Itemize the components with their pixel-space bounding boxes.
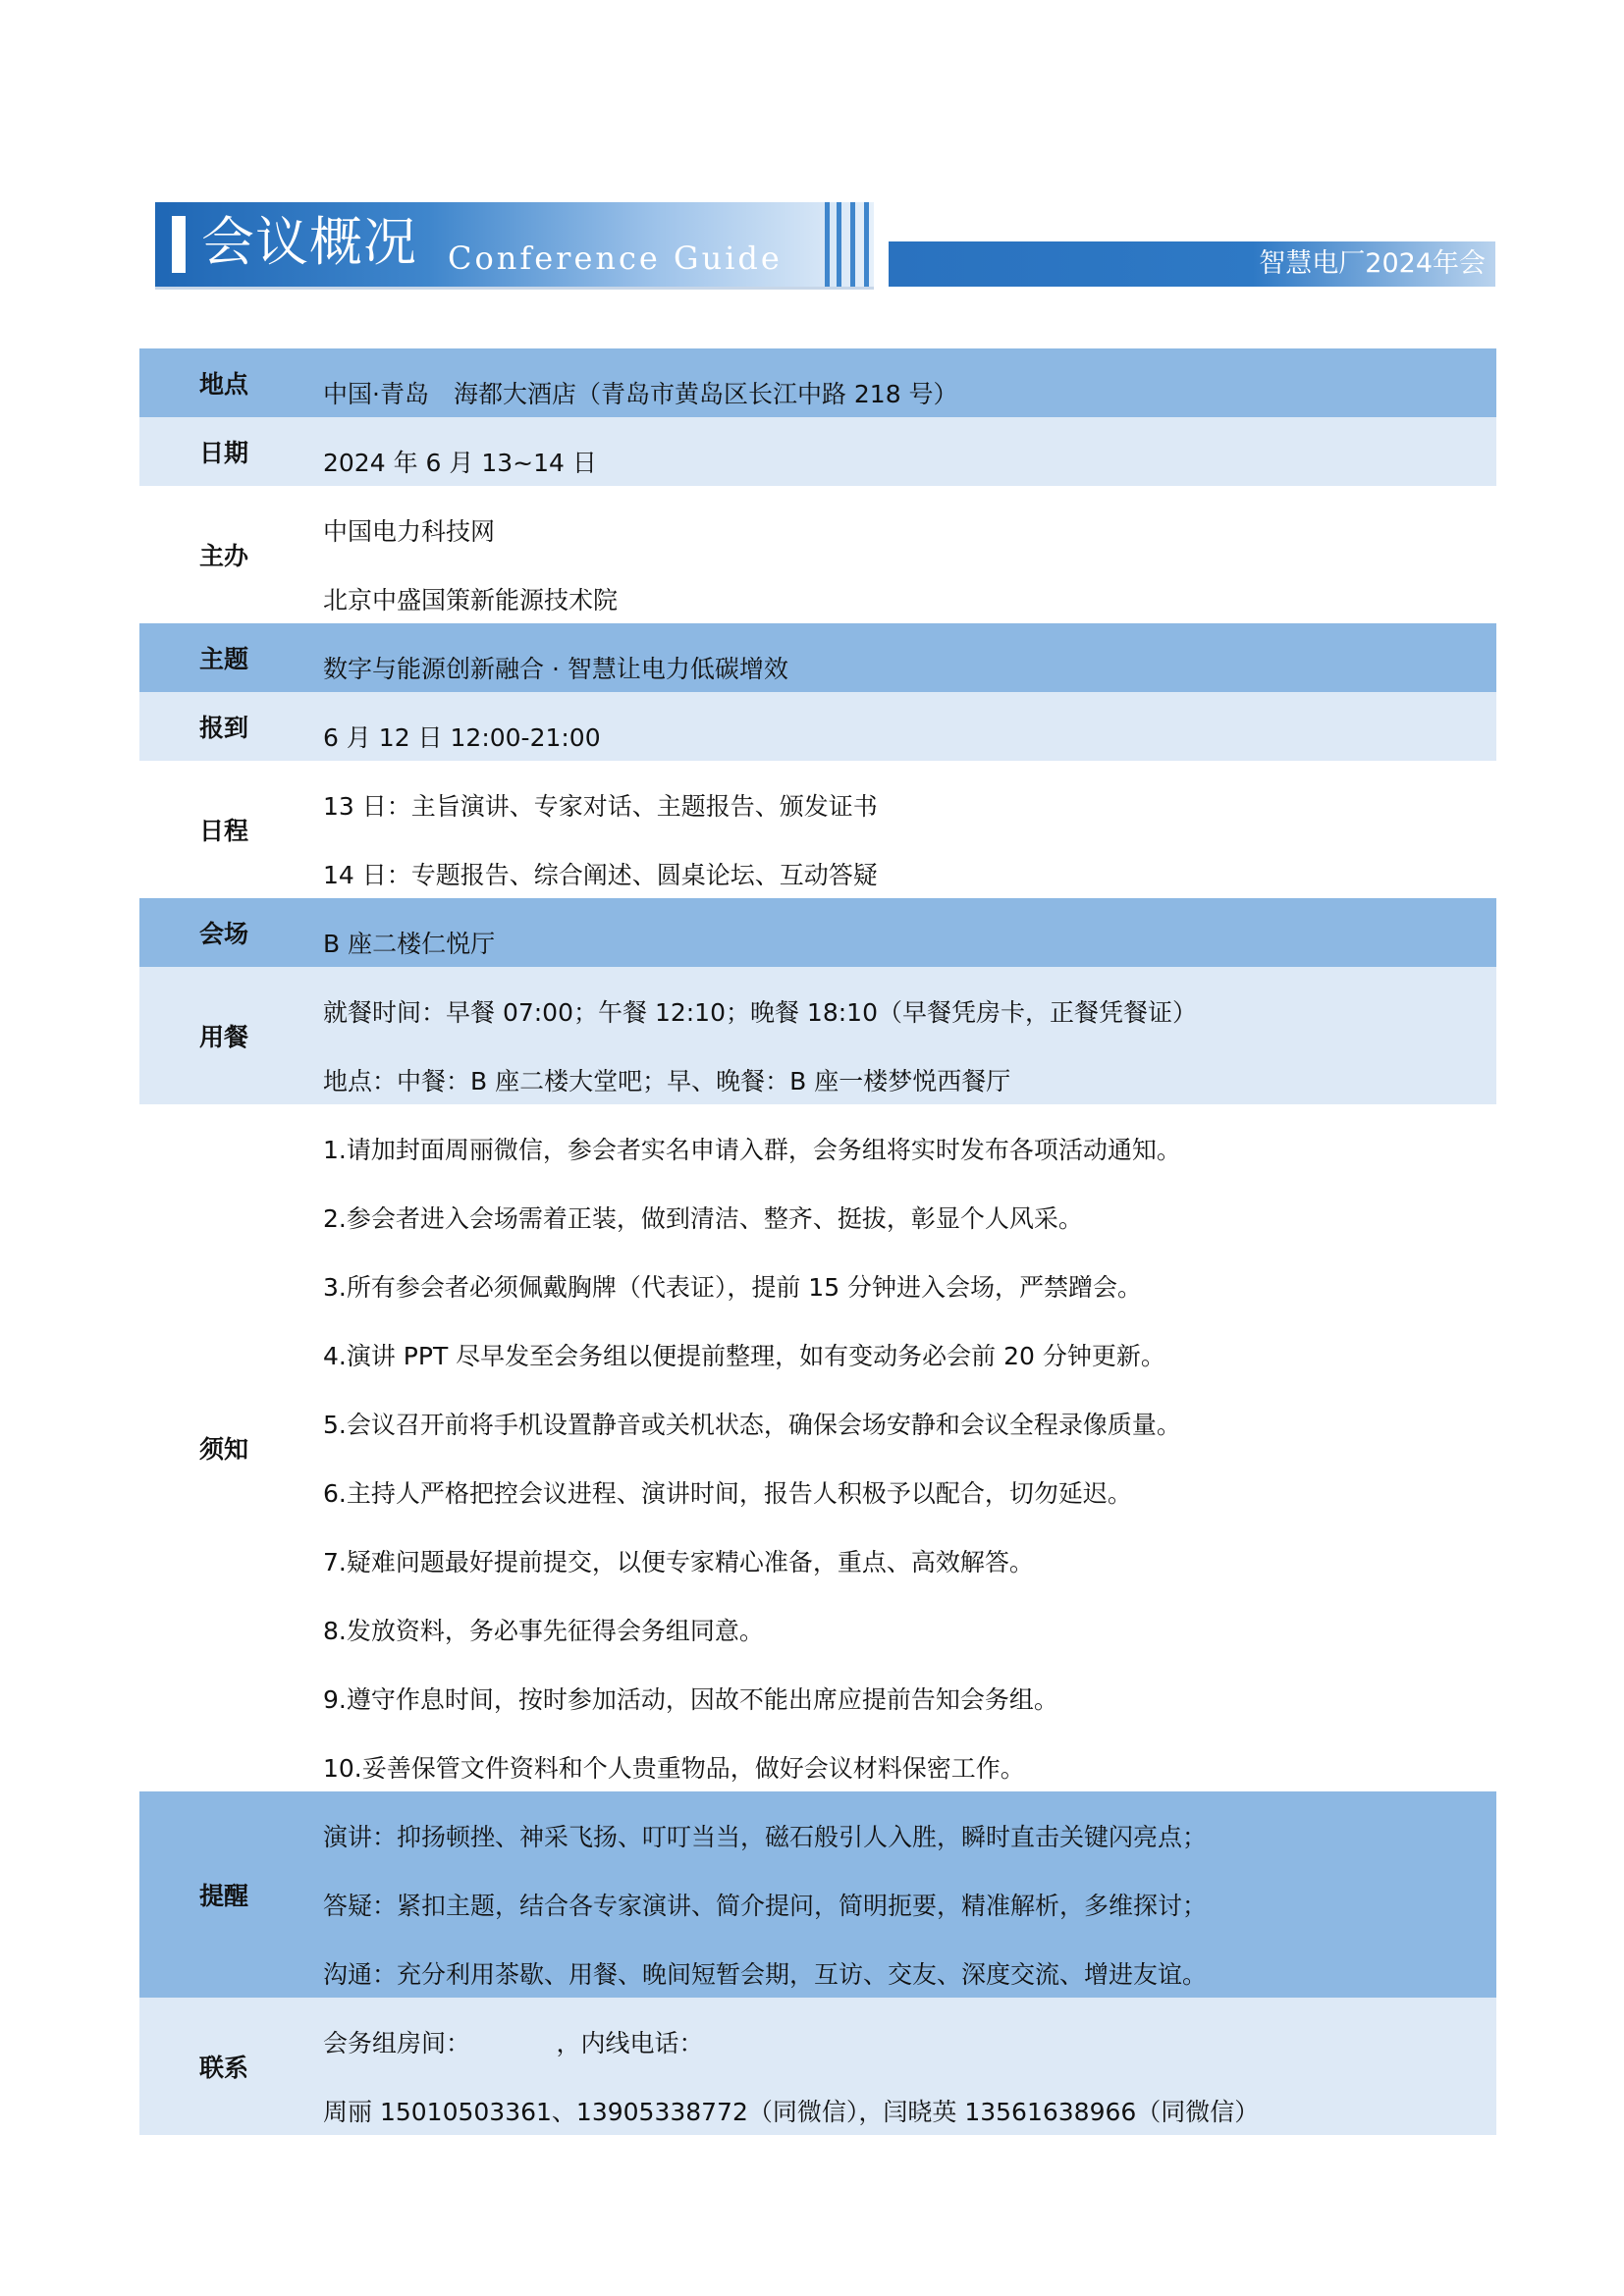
row-text-line: 2.参会者进入会场需着正装，做到清洁、整齐、挺拔，彰显个人风采。 xyxy=(323,1204,1083,1233)
row-label: 联系 xyxy=(198,2054,248,2082)
row-text-line: 演讲：抑扬顿挫、神采飞扬、叮叮当当，磁石般引人入胜，瞬时直击关键闪亮点； xyxy=(323,1823,1208,1851)
info-row xyxy=(139,417,1496,486)
row-content xyxy=(323,348,1496,417)
row-text-line: 中国电力科技网 xyxy=(323,517,496,546)
banner-divider-line xyxy=(825,202,830,287)
row-content xyxy=(323,761,1496,898)
row-label: 日期 xyxy=(198,439,248,467)
info-row xyxy=(139,1791,1496,1998)
row-text-line: 数字与能源创新融合 · 智慧让电力低碳增效 xyxy=(323,655,788,683)
row-text-line: 13 日：主旨演讲、专家对话、主题报告、颁发证书 xyxy=(323,792,878,821)
event-name: 智慧电厂2024年会 xyxy=(1259,248,1486,279)
row-label: 日程 xyxy=(198,817,248,845)
row-label: 主题 xyxy=(198,645,248,673)
info-row xyxy=(139,486,1496,623)
section-title-english: Conference Guide xyxy=(448,240,783,277)
row-text-line: 4.演讲 PPT 尽早发至会务组以便提前整理，如有变动务必会前 20 分钟更新。 xyxy=(323,1342,1165,1370)
info-row xyxy=(139,1104,1496,1791)
row-text-line: 6 月 12 日 12:00-21:00 xyxy=(323,723,601,752)
row-label: 报到 xyxy=(198,714,248,742)
row-label: 提醒 xyxy=(198,1882,248,1910)
row-text-line: 9.遵守作息时间，按时参加活动，因故不能出席应提前告知会务组。 xyxy=(323,1685,1058,1714)
row-text-line: 8.发放资料，务必事先征得会务组同意。 xyxy=(323,1617,764,1645)
row-label: 须知 xyxy=(198,1435,248,1464)
banner-divider-line xyxy=(864,202,869,287)
row-text-line: 中国·青岛 海都大酒店（青岛市黄岛区长江中路 218 号） xyxy=(323,380,958,408)
banner-divider-line xyxy=(837,202,841,287)
row-label: 地点 xyxy=(198,370,248,399)
row-label: 用餐 xyxy=(198,1023,248,1051)
row-text-line: 14 日：专题报告、综合阐述、圆桌论坛、互动答疑 xyxy=(323,861,878,889)
info-row xyxy=(139,1998,1496,2135)
info-row xyxy=(139,761,1496,898)
row-text-line: 2024 年 6 月 13~14 日 xyxy=(323,449,597,477)
row-text-line: 周丽 15010503361、13905338772（同微信），闫晓英 13561638966（同微信） xyxy=(323,2098,1260,2126)
info-row xyxy=(139,348,1496,417)
info-row xyxy=(139,898,1496,967)
row-label: 会场 xyxy=(198,920,248,948)
row-text-line: 7.疑难问题最好提前提交，以便专家精心准备，重点、高效解答。 xyxy=(323,1548,1034,1576)
info-row xyxy=(139,967,1496,1104)
section-title: 会议概况 xyxy=(201,211,417,273)
info-row xyxy=(139,692,1496,761)
row-content xyxy=(323,967,1496,1104)
row-text-line: 就餐时间：早餐 07:00；午餐 12:10；晚餐 18:10（早餐凭房卡，正餐凭餐证） xyxy=(323,998,1197,1027)
row-text-line: 3.所有参会者必须佩戴胸牌（代表证），提前 15 分钟进入会场，严禁蹭会。 xyxy=(323,1273,1143,1302)
row-text-line: B 座二楼仁悦厅 xyxy=(323,930,496,958)
row-content xyxy=(323,1104,1496,1791)
row-content xyxy=(323,1998,1496,2135)
row-text-line: 6.主持人严格把控会议进程、演讲时间，报告人积极予以配合，切勿延迟。 xyxy=(323,1479,1132,1508)
info-row xyxy=(139,623,1496,692)
banner-accent-bar xyxy=(172,216,186,273)
row-text-line: 北京中盛国策新能源技术院 xyxy=(323,586,619,614)
row-text-line: 地点：中餐：B 座二楼大堂吧；早、晚餐：B 座一楼梦悦西餐厅 xyxy=(323,1067,1011,1095)
row-text-line: 1.请加封面周丽微信，参会者实名申请入群，会务组将实时发布各项活动通知。 xyxy=(323,1136,1181,1164)
conference-info-table xyxy=(139,348,1496,2135)
row-content xyxy=(323,623,1496,692)
row-text-line: 10.妥善保管文件资料和个人贵重物品，做好会议材料保密工作。 xyxy=(323,1754,1025,1783)
row-content xyxy=(323,486,1496,623)
row-text-line: 5.会议召开前将手机设置静音或关机状态，确保会场安静和会议全程录像质量。 xyxy=(323,1411,1181,1439)
row-text-line: 答疑：紧扣主题，结合各专家演讲、简介提问，简明扼要，精准解析，多维探讨； xyxy=(323,1892,1208,1920)
row-content xyxy=(323,1791,1496,1998)
event-name-banner xyxy=(889,241,1495,287)
row-label: 主办 xyxy=(198,542,248,570)
banner-divider-line xyxy=(850,202,855,287)
row-content xyxy=(323,417,1496,486)
row-text-line: 沟通：充分利用茶歇、用餐、晚间短暂会期，互访、交友、深度交流、增进友谊。 xyxy=(323,1960,1208,1989)
row-content xyxy=(323,898,1496,967)
row-text-line: 会务组房间： ，内线电话： xyxy=(323,2029,704,2057)
row-content xyxy=(323,692,1496,761)
